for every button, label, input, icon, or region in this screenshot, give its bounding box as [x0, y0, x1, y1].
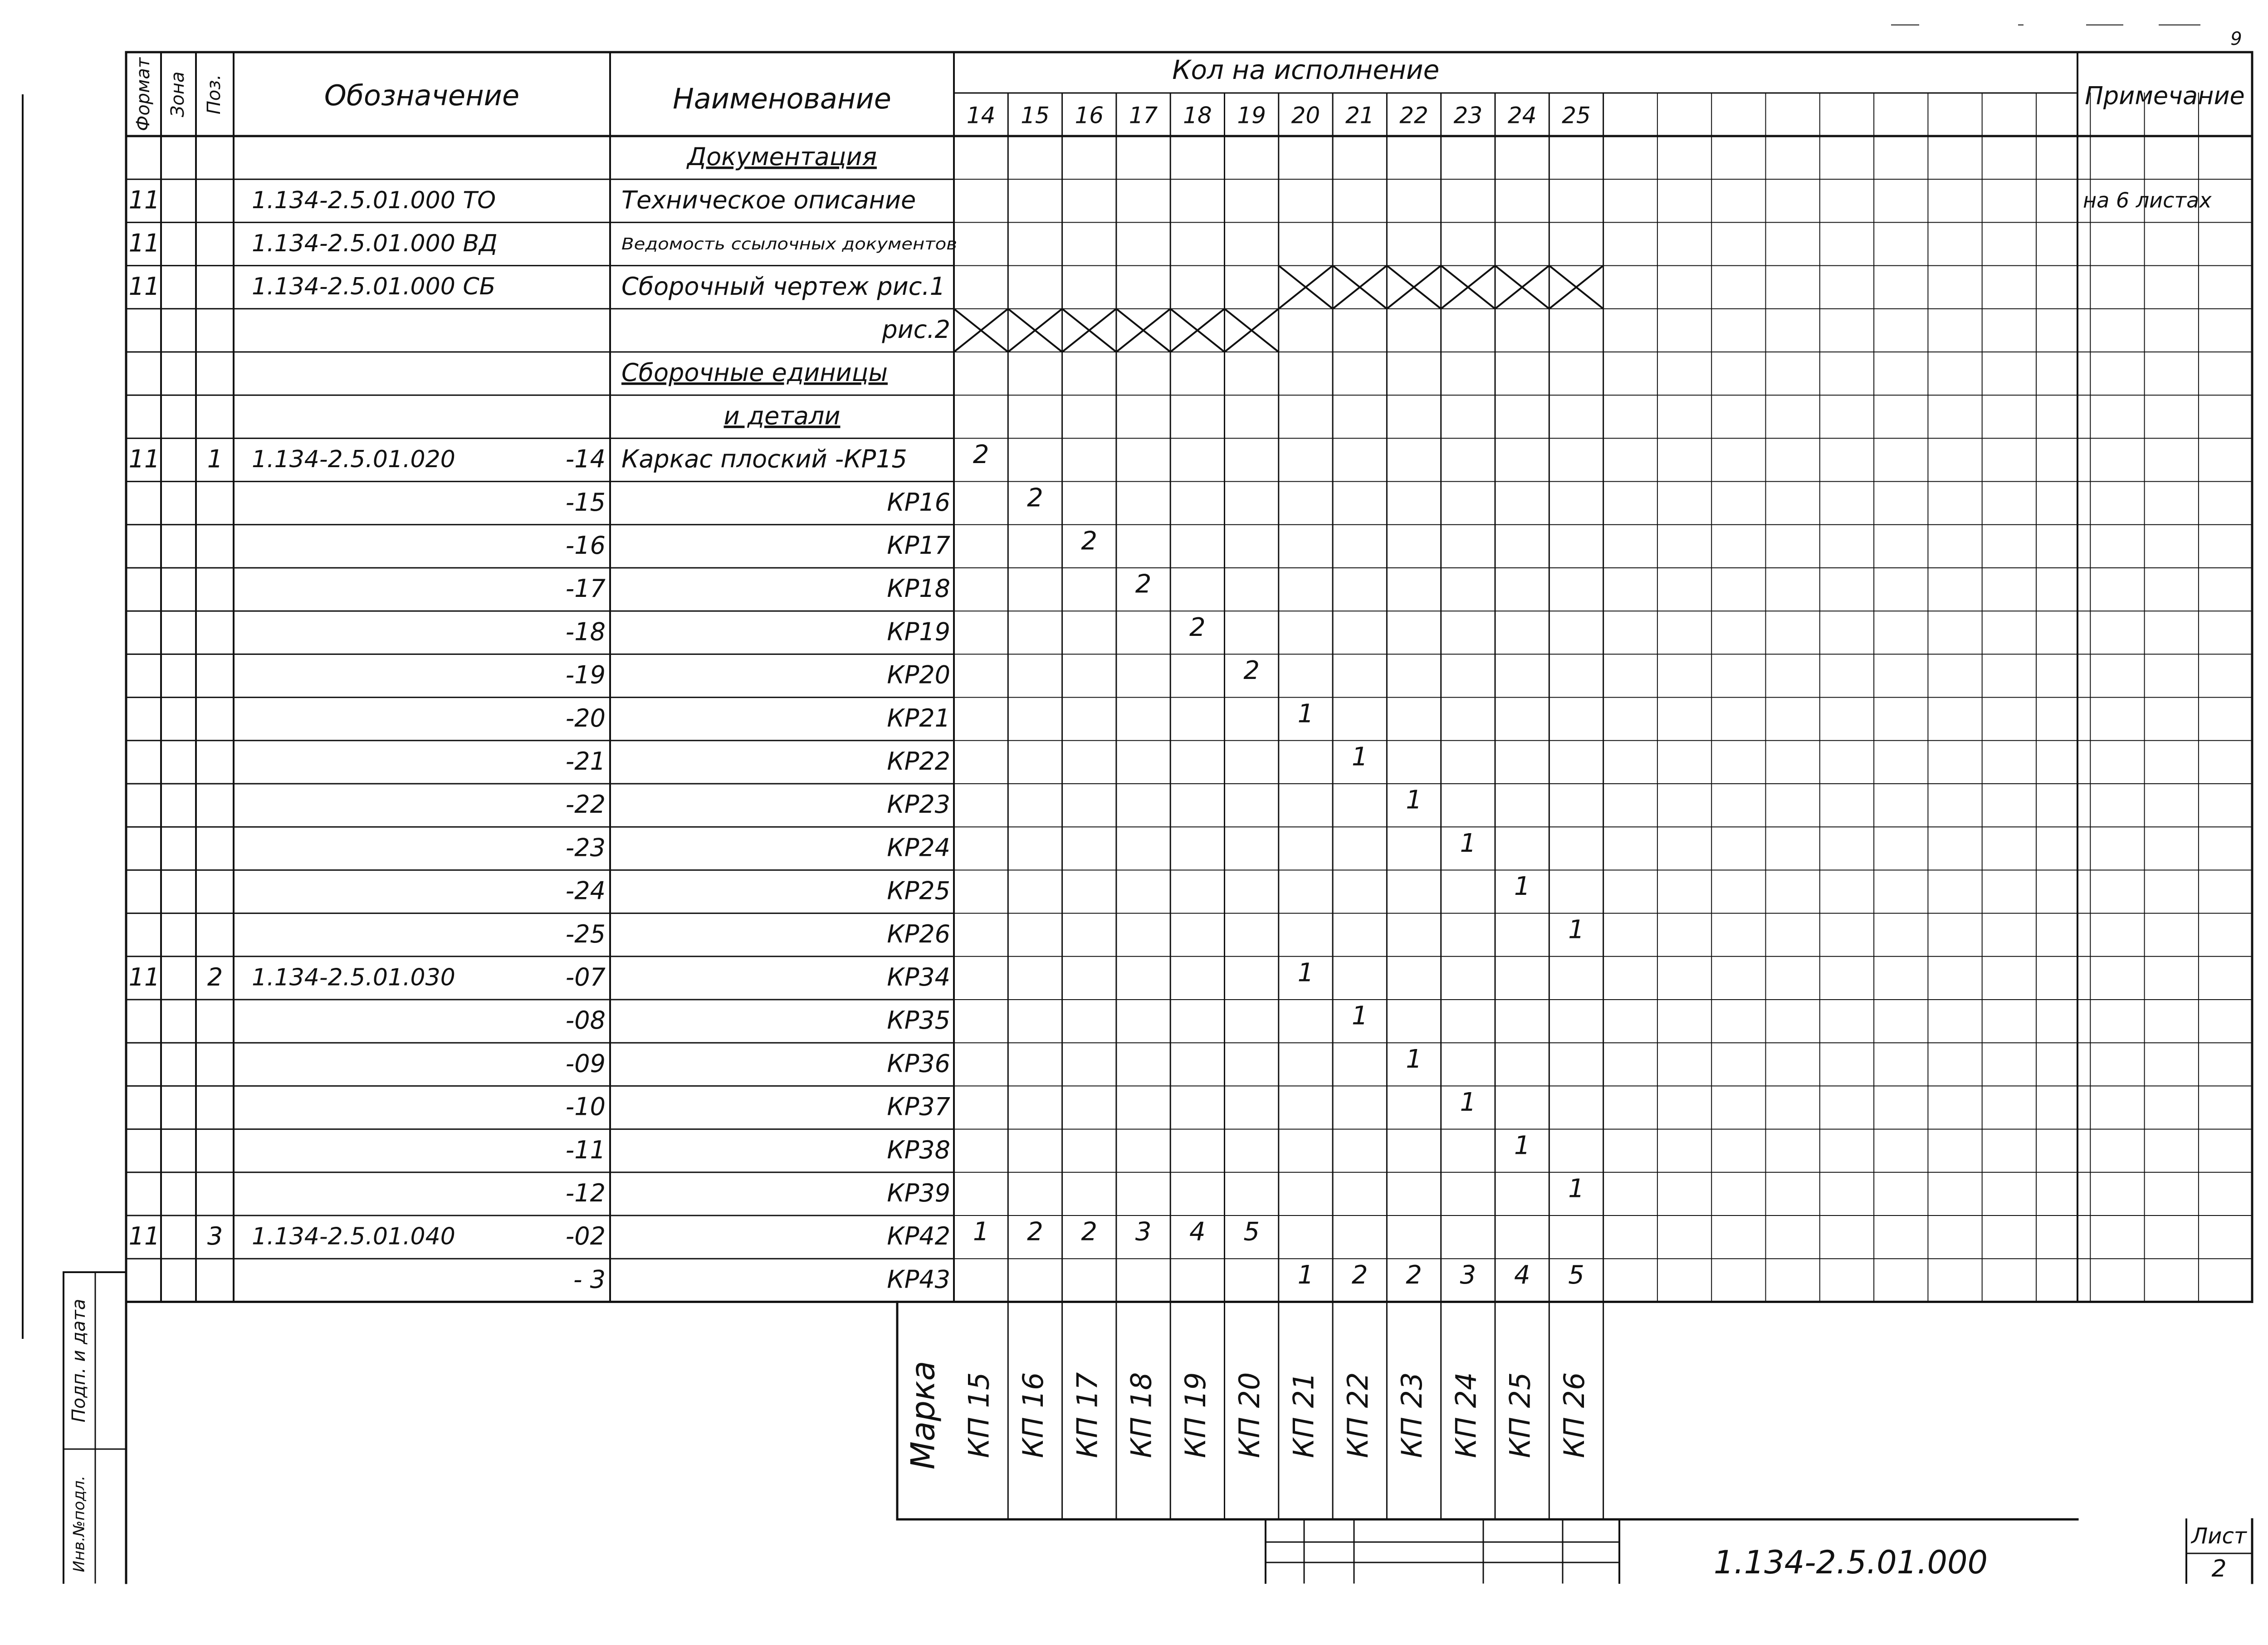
name-cell: Техническое описание — [621, 185, 916, 215]
designation-suffix: -07 — [565, 963, 606, 992]
cross-mark — [1441, 266, 1495, 309]
qty-cell: 1 — [1460, 1088, 1476, 1118]
qty-cell: 1 — [1351, 1001, 1368, 1031]
col-note-header: Примечание — [2085, 81, 2245, 110]
pos-cell: 1 — [207, 444, 223, 473]
designation-suffix: -15 — [565, 488, 606, 517]
qty-cell: 1 — [1568, 1174, 1584, 1204]
designation-suffix: -21 — [565, 747, 606, 776]
designation-suffix: -18 — [565, 617, 606, 646]
marka-label: Марка — [904, 1361, 942, 1469]
qty-cell: 2 — [1081, 1217, 1098, 1247]
cross-mark — [1279, 266, 1333, 309]
grid-lines — [23, 25, 2252, 1583]
qty-cell: 3 — [1460, 1260, 1476, 1290]
designation-suffix: -02 — [565, 1222, 606, 1251]
pos-cell: 3 — [207, 1222, 223, 1251]
qty-cell: 2 — [1406, 1260, 1422, 1290]
cross-mark — [1333, 266, 1387, 309]
qty-cell: 2 — [973, 440, 989, 470]
format-cell: 11 — [128, 444, 160, 473]
qty-cell: 1 — [1514, 872, 1530, 902]
name-cell: КР23 — [887, 790, 950, 819]
designation-suffix: -19 — [565, 660, 606, 689]
sheet-number: 2 — [2211, 1555, 2227, 1582]
cross-mark — [1170, 309, 1224, 352]
variant-number: 25 — [1562, 102, 1591, 129]
cross-mark — [1495, 266, 1549, 309]
name-cell: КР43 — [887, 1265, 950, 1294]
col-zone-header: Зона — [167, 71, 188, 117]
variant-number: 22 — [1399, 102, 1428, 129]
pos-cell: 2 — [207, 963, 223, 992]
qty-cell: 2 — [1351, 1260, 1368, 1290]
designation-suffix: -10 — [565, 1092, 606, 1121]
marka-value: КП 19 — [1178, 1372, 1212, 1458]
qty-cell: 2 — [1081, 526, 1098, 556]
name-cell: рис.2 — [882, 315, 950, 344]
format-cell: 11 — [128, 1222, 160, 1251]
designation-suffix: -22 — [565, 790, 606, 819]
name-cell: КР19 — [887, 617, 950, 646]
name-cell: КР38 — [887, 1135, 950, 1164]
col-designation-header: Обозначение — [324, 79, 520, 112]
qty-cell: 4 — [1514, 1260, 1530, 1290]
format-cell: 11 — [128, 229, 160, 258]
marka-value: КП 18 — [1124, 1372, 1158, 1458]
variant-number: 24 — [1507, 102, 1537, 129]
qty-cell: 1 — [1568, 915, 1584, 945]
name-cell: КР18 — [887, 574, 950, 603]
marka-value: КП 23 — [1395, 1372, 1429, 1458]
qty-cell: 1 — [1514, 1131, 1530, 1161]
cross-mark — [1008, 309, 1062, 352]
marka-value: КП 20 — [1233, 1372, 1266, 1458]
variant-number: 21 — [1345, 102, 1374, 129]
designation-cell: 1.134-2.5.01.000 ВД — [252, 230, 498, 257]
designation-cell: 1.134-2.5.01.000 ТО — [252, 186, 496, 214]
name-cell: КР16 — [887, 488, 950, 517]
designation-suffix: -20 — [565, 703, 606, 732]
designation-suffix: -24 — [565, 876, 606, 905]
qty-cell: 4 — [1189, 1217, 1206, 1247]
cross-mark — [1549, 266, 1603, 309]
marka-value: КП 25 — [1503, 1372, 1537, 1458]
name-cell: Документация — [687, 142, 877, 171]
note-cell: на 6 листах — [2083, 188, 2212, 213]
variant-number: 18 — [1183, 102, 1212, 129]
qty-cell: 2 — [1027, 1217, 1043, 1247]
marka-value: КП 16 — [1017, 1372, 1050, 1458]
cross-mark — [1225, 309, 1279, 352]
stamp-sign-date-label: Подп. и дата — [68, 1298, 89, 1423]
marka-value: КП 15 — [962, 1372, 996, 1458]
sheet-label: Лист — [2191, 1523, 2247, 1549]
name-cell: Сборочные единицы — [621, 358, 888, 387]
qty-cell: 5 — [1568, 1260, 1584, 1290]
variant-number: 17 — [1129, 102, 1158, 129]
qty-cell: 1 — [973, 1217, 989, 1247]
marka-value: КП 17 — [1070, 1372, 1104, 1458]
designation-suffix: -08 — [565, 1006, 606, 1035]
variant-number: 20 — [1291, 102, 1320, 129]
name-cell: КР25 — [887, 876, 950, 905]
qty-cell: 1 — [1297, 958, 1314, 988]
designation-suffix: -17 — [565, 574, 606, 603]
name-cell: КР35 — [887, 1006, 950, 1035]
corner-number: 9 — [2230, 29, 2242, 49]
designation-cell: 1.134-2.5.01.020 — [252, 446, 455, 473]
designation-cell: 1.134-2.5.01.030 — [252, 964, 455, 991]
name-cell: КР21 — [887, 703, 950, 732]
qty-cell: 2 — [1243, 656, 1260, 686]
name-cell: КР17 — [887, 531, 950, 560]
name-cell: КР36 — [887, 1049, 950, 1078]
cross-mark — [1116, 309, 1170, 352]
qty-cell: 3 — [1135, 1217, 1152, 1247]
marka-value: КП 24 — [1449, 1372, 1483, 1458]
col-pos-header: Поз. — [204, 74, 225, 115]
col-format-header: Формат — [133, 57, 154, 132]
name-cell: Сборочный чертеж рис.1 — [621, 272, 945, 301]
variant-number: 19 — [1237, 102, 1266, 129]
cross-mark — [1062, 309, 1116, 352]
name-cell: КР24 — [887, 833, 950, 862]
name-cell: КР37 — [887, 1092, 950, 1121]
marka-block — [904, 1361, 1591, 1469]
marka-value: КП 22 — [1341, 1372, 1374, 1458]
designation-cell: 1.134-2.5.01.000 СБ — [252, 273, 496, 301]
designation-suffix: -25 — [565, 919, 606, 948]
doc-code: 1.134-2.5.01.000 — [1713, 1544, 1988, 1582]
qty-cell: 1 — [1297, 1260, 1314, 1290]
name-cell: Каркас плоский -КР15 — [621, 444, 907, 473]
col-qty-header: Кол на исполнение — [1172, 54, 1440, 86]
title-block — [1714, 29, 2248, 1582]
designation-suffix: -14 — [565, 444, 606, 473]
qty-cell: 1 — [1351, 742, 1368, 772]
qty-cell: 2 — [1027, 483, 1043, 513]
name-cell: КР39 — [887, 1179, 950, 1208]
designation-cell: 1.134-2.5.01.040 — [252, 1223, 455, 1250]
designation-suffix: - 3 — [573, 1265, 606, 1294]
name-cell: КР34 — [887, 963, 950, 992]
qty-cell: 1 — [1406, 785, 1422, 815]
format-cell: 11 — [128, 963, 160, 992]
stamp-inventory-label: Инв.№подл. — [70, 1475, 88, 1572]
designation-suffix: -09 — [565, 1049, 606, 1078]
name-cell: и детали — [723, 401, 841, 430]
marka-value: КП 21 — [1287, 1372, 1320, 1458]
marka-value: КП 26 — [1558, 1372, 1591, 1458]
cross-mark — [954, 309, 1008, 352]
variant-number: 14 — [966, 102, 996, 129]
qty-cell: 5 — [1243, 1217, 1260, 1247]
designation-suffix: -16 — [565, 531, 606, 560]
name-cell: КР20 — [887, 660, 950, 689]
cross-mark — [1387, 266, 1441, 309]
qty-cell: 2 — [1135, 569, 1152, 599]
variant-number: 15 — [1021, 102, 1050, 129]
designation-suffix: -23 — [565, 833, 606, 862]
name-cell: КР22 — [887, 747, 950, 776]
format-cell: 11 — [128, 185, 160, 215]
qty-cell: 1 — [1406, 1044, 1422, 1074]
name-cell: Ведомость ссылочных документов — [621, 235, 957, 254]
qty-cell: 1 — [1297, 699, 1314, 729]
qty-cell: 2 — [1189, 612, 1206, 642]
side-stamp — [68, 1299, 89, 1572]
name-cell: КР26 — [887, 919, 950, 948]
designation-suffix: -12 — [565, 1179, 606, 1208]
designation-suffix: -11 — [565, 1135, 606, 1164]
col-name-header: Наименование — [673, 82, 891, 116]
name-cell: КР42 — [887, 1222, 950, 1251]
qty-cell: 1 — [1460, 828, 1476, 858]
format-cell: 11 — [128, 272, 160, 301]
variant-number: 23 — [1453, 102, 1483, 129]
variant-number: 16 — [1075, 102, 1104, 129]
